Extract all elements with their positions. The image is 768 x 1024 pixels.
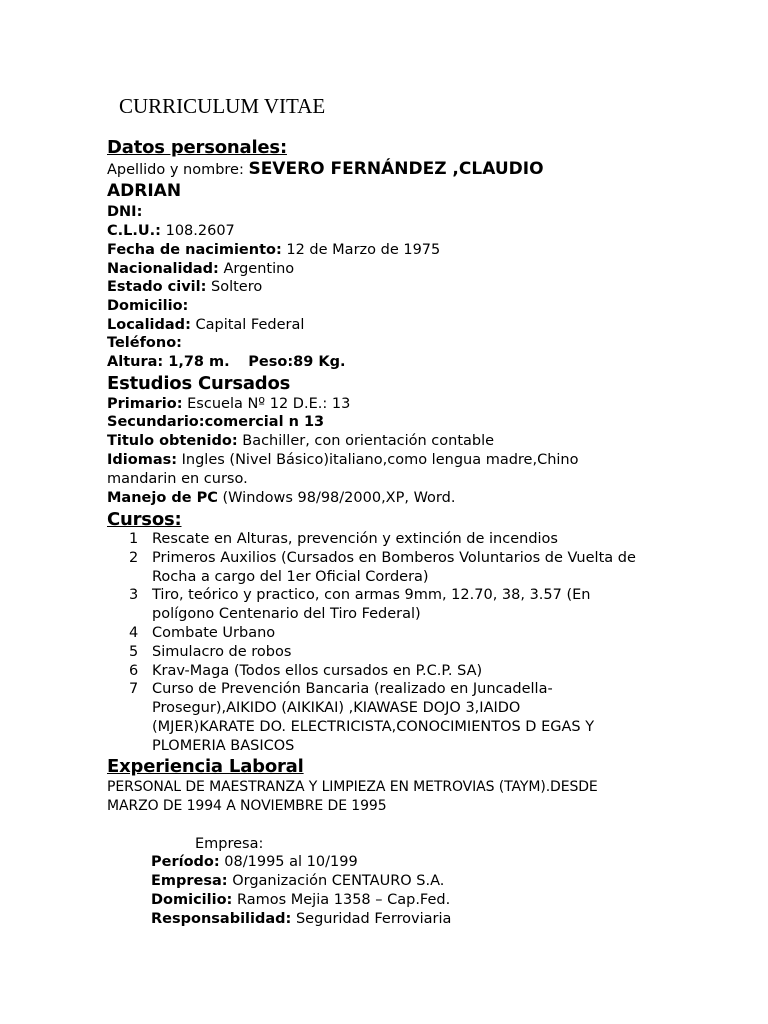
field-empresa (151, 872, 444, 891)
value-clu: 108.2607 (165, 223, 235, 239)
section-heading-estudios: Estudios Cursados (107, 373, 291, 394)
label-localidad: Localidad: (107, 317, 191, 333)
experiencia-line-2: MARZO DE 1994 A NOVIEMBRE DE 1995 (107, 798, 387, 814)
value-nacionalidad: Argentino (223, 261, 295, 277)
value-responsabilidad: Seguridad Ferroviaria (295, 911, 452, 927)
field-domicilio (107, 297, 188, 316)
label-domicilio-empresa: Domicilio: (151, 892, 233, 908)
curso-item-text: Tiro, teórico y practico, con armas 9mm, 12.70, 38, 3.57 (En (152, 587, 591, 604)
value-estado-civil: Soltero (211, 279, 263, 295)
curso-item-text: Combate Urbano (152, 625, 276, 641)
field-manejo-pc (107, 489, 455, 508)
field-altura-peso (107, 353, 345, 372)
label-titulo: Titulo obtenido: (107, 433, 238, 449)
value-manejo-pc: (Windows 98/98/2000,XP, Word. (222, 490, 456, 506)
field-domicilio-empresa (151, 891, 450, 910)
value-nombre-2: ADRIAN (107, 181, 182, 201)
value-empresa: Organización CENTAURO S.A. (232, 873, 445, 889)
value-idiomas-1: Ingles (Nivel Básico)italiano,como lengua madre,Chino (181, 452, 579, 468)
section-heading-cursos: Cursos: (107, 509, 182, 530)
label-fecha: Fecha de nacimiento: (107, 242, 282, 258)
field-idiomas (107, 451, 579, 470)
field-fecha-nacimiento (107, 241, 440, 260)
field-localidad (107, 316, 304, 335)
label-secundario: Secundario:comercial n 13 (107, 414, 325, 430)
label-responsabilidad: Responsabilidad: (151, 911, 292, 927)
field-estado-civil (107, 278, 262, 297)
curso-number: 4 (129, 625, 139, 641)
value-fecha: 12 de Marzo de 1975 (286, 242, 441, 258)
field-nacionalidad (107, 260, 294, 279)
label-nombre: Apellido y nombre: (107, 162, 244, 178)
label-dni: DNI: (107, 204, 143, 220)
curso-item-text: Rescate en Alturas, prevención y extinción de incendios (152, 531, 558, 547)
label-nacionalidad: Nacionalidad: (107, 261, 219, 277)
label-periodo: Período: (151, 854, 220, 870)
field-primario (107, 395, 350, 414)
experiencia-line-1: PERSONAL DE MAESTRANZA Y LIMPIEZA EN METROVIAS (TAYM).DESDE (107, 779, 598, 795)
value-domicilio-empresa: Ramos Mejia 1358 – Cap.Fed. (236, 892, 451, 908)
label-primario: Primario: (107, 396, 183, 412)
curso-item-text: Simulacro de robos (152, 643, 292, 660)
label-peso: Peso:89 Kg. (248, 354, 346, 370)
curso-item-text: Prosegur),AIKIDO (AIKIKAI) ,KIAWASE DOJO 3,IAIDO (152, 700, 521, 717)
value-periodo: 08/1995 al 10/199 (224, 854, 358, 870)
curso-number: 1 (129, 531, 139, 547)
value-titulo: Bachiller, con orientación contable (242, 433, 495, 449)
curso-item-text: Rocha a cargo del 1er Oficial Cordera) (152, 568, 429, 585)
label-estado-civil: Estado civil: (107, 279, 207, 295)
field-telefono (107, 334, 182, 353)
document-title: CURRICULUM VITAE (119, 94, 326, 118)
curso-number: 6 (129, 662, 139, 679)
field-periodo (151, 853, 358, 872)
field-secundario (107, 413, 324, 432)
field-responsabilidad (151, 910, 451, 929)
curso-item-text: (MJER)KARATE DO. ELECTRICISTA,CONOCIMIENTOS D EGAS Y (152, 719, 595, 735)
field-clu (107, 222, 235, 241)
empresa-heading: Empresa: (195, 836, 264, 852)
curso-item-text: polígono Centenario del Tiro Federal) (152, 606, 421, 623)
value-idiomas-2: mandarin en curso. (107, 471, 248, 487)
value-primario: Escuela Nº 12 D.E.: 13 (187, 396, 351, 412)
curso-number: 3 (129, 587, 139, 604)
label-clu: C.L.U.: (107, 223, 161, 239)
label-empresa: Empresa: (151, 873, 228, 889)
field-titulo (107, 432, 494, 451)
curso-item-text: Curso de Prevención Bancaria (realizado en Juncadella- (152, 681, 553, 698)
label-manejo-pc: Manejo de PC (107, 490, 218, 506)
field-dni (107, 203, 142, 222)
value-localidad: Capital Federal (195, 317, 305, 333)
value-nombre-1: SEVERO FERNÁNDEZ ,CLAUDIO (248, 159, 544, 179)
section-heading-datos-personales: Datos personales: (107, 137, 287, 158)
curso-number: 5 (129, 643, 139, 660)
curso-item-text: PLOMERIA BASICOS (152, 737, 295, 754)
label-telefono: Teléfono: (107, 335, 182, 351)
label-altura: Altura: 1,78 m. (107, 354, 230, 370)
curso-item-text: Krav-Maga (Todos ellos cursados en P.C.P. SA) (152, 662, 483, 679)
curso-number: 2 (129, 549, 139, 566)
section-heading-experiencia: Experiencia Laboral (107, 756, 304, 777)
label-idiomas: Idiomas: (107, 452, 178, 468)
curso-number: 7 (129, 681, 139, 698)
label-domicilio: Domicilio: (107, 298, 189, 314)
curso-item-text: Primeros Auxilios (Cursados en Bomberos Voluntarios de Vuelta de (152, 549, 636, 566)
field-nombre (107, 160, 544, 180)
